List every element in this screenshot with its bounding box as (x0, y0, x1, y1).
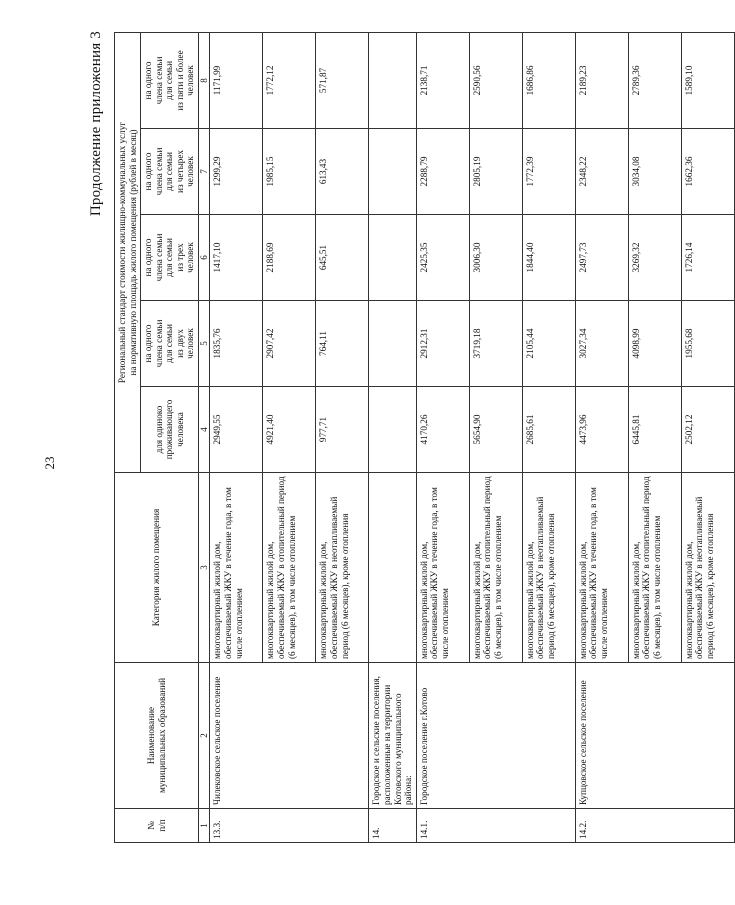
cost-value: 4098,99 (628, 301, 681, 387)
table-row (369, 32, 416, 842)
column-index: 7 (199, 129, 210, 215)
column-index: 4 (199, 387, 210, 473)
header-col-4: для одиноко проживающего человека (141, 387, 199, 473)
cost-value: 2138,71 (416, 32, 469, 128)
table-row (316, 32, 369, 842)
table-row (416, 32, 469, 842)
housing-category: многоквартирный жилой дом, обеспечиваемый ЖКУ в отопительный период (6 месяцев), в том числе отоплением (628, 473, 681, 663)
header-col-5: на одного члена семьи для семьи из двух человек (141, 301, 199, 387)
housing-category: многоквартирный жилой дом, обеспечиваемый ЖКУ в неотапливаемый период (6 месяцев), кроме отопления (681, 473, 734, 663)
cost-value: 2348,22 (575, 129, 628, 215)
municipality-name (316, 663, 369, 809)
cost-value: 4170,26 (416, 387, 469, 473)
cost-value: 977,71 (316, 387, 369, 473)
cost-value: 571,87 (316, 32, 369, 128)
cost-value (369, 387, 416, 473)
cost-value: 645,51 (316, 215, 369, 301)
cost-value: 1417,10 (210, 215, 263, 301)
cost-value: 1985,15 (263, 129, 316, 215)
cost-value: 5654,90 (469, 387, 522, 473)
cost-value: 2288,79 (416, 129, 469, 215)
cost-value (369, 215, 416, 301)
row-number (263, 809, 316, 843)
page-number: 23 (42, 456, 57, 470)
cost-value: 1772,39 (522, 129, 575, 215)
cost-value (369, 32, 416, 128)
cost-value: 2685,61 (522, 387, 575, 473)
header-category: Категория жилого помещения (115, 473, 199, 663)
municipality-name (263, 663, 316, 809)
cost-value: 1299,29 (210, 129, 263, 215)
cost-value: 1772,12 (263, 32, 316, 128)
rotated-sheet (78, 5, 715, 865)
row-number (522, 809, 575, 843)
municipality-name (522, 663, 575, 809)
municipality-name (628, 663, 681, 809)
housing-category: многоквартирный жилой дом, обеспечиваемый ЖКУ в отопительный период (6 месяцев), в том числе отоплением (469, 473, 522, 663)
municipality-name: Купцовское сельское поселение (575, 663, 628, 809)
cost-value: 4921,40 (263, 387, 316, 473)
column-index: 1 (199, 809, 210, 843)
cost-value: 2189,23 (575, 32, 628, 128)
header-col-8: на одного члена семьи для семьи из пяти и более человек (141, 32, 199, 128)
cost-value: 2805,19 (469, 129, 522, 215)
municipality-name: Городское и сельские поселения, расположенные на территории Котовского муниципального района: (369, 663, 416, 809)
table-row (522, 32, 575, 842)
column-index: 2 (199, 663, 210, 809)
cost-value: 2502,12 (681, 387, 734, 473)
cost-value: 1171,99 (210, 32, 263, 128)
table-body (210, 32, 734, 842)
cost-value: 613,43 (316, 129, 369, 215)
row-number (681, 809, 734, 843)
housing-category: многоквартирный жилой дом, обеспечиваемый ЖКУ в течение года, в том числе отоплением (210, 473, 263, 663)
row-number (316, 809, 369, 843)
cost-value: 3027,34 (575, 301, 628, 387)
cost-value: 1844,40 (522, 215, 575, 301)
cost-value (369, 129, 416, 215)
cost-value: 2188,69 (263, 215, 316, 301)
municipality-name: Чилековское сельское поселение (210, 663, 263, 809)
table-row (263, 32, 316, 842)
column-index: 6 (199, 215, 210, 301)
cost-value: 1662,36 (681, 129, 734, 215)
cost-value: 3719,18 (469, 301, 522, 387)
housing-category: многоквартирный жилой дом, обеспечиваемый ЖКУ в течение года, в том числе отоплением (575, 473, 628, 663)
cost-value: 3006,30 (469, 215, 522, 301)
cost-value: 2425,35 (416, 215, 469, 301)
cost-value: 1589,10 (681, 32, 734, 128)
header-no: № п/п (115, 809, 199, 843)
housing-category (369, 473, 416, 663)
row-number: 13.3. (210, 809, 263, 843)
row-number: 14. (369, 809, 416, 843)
cost-value: 2590,56 (469, 32, 522, 128)
appendix-subtitle: Продолжение приложения 3 (88, 31, 104, 217)
row-number: 14.2. (575, 809, 628, 843)
column-index: 5 (199, 301, 210, 387)
cost-value: 764,11 (316, 301, 369, 387)
header-col-7: на одного члена семьи для семьи из четырех человек (141, 129, 199, 215)
cost-value: 6445,81 (628, 387, 681, 473)
cost-value: 3034,08 (628, 129, 681, 215)
cost-value (369, 301, 416, 387)
header-standard: Региональный стандарт стоимости жилищно-коммунальных услуг на нормативную площадь жилого помещения (рублей в месяц) (115, 32, 141, 472)
housing-cost-table (114, 32, 735, 843)
housing-category: многоквартирный жилой дом, обеспечиваемый ЖКУ в неотапливаемый период (6 месяцев), кроме отопления (522, 473, 575, 663)
table-row (210, 32, 263, 842)
table-row (681, 32, 734, 842)
cost-value: 2789,36 (628, 32, 681, 128)
header-col-6: на одного члена семьи для семьи из трех человек (141, 215, 199, 301)
row-number: 14.1. (416, 809, 469, 843)
table-row (469, 32, 522, 842)
cost-value: 2105,44 (522, 301, 575, 387)
cost-value: 1835,76 (210, 301, 263, 387)
header-name: Наименование муниципальных образований (115, 663, 199, 809)
column-index-row (199, 32, 210, 842)
row-number (469, 809, 522, 843)
cost-value: 2497,73 (575, 215, 628, 301)
cost-value: 2949,55 (210, 387, 263, 473)
cost-value: 1726,14 (681, 215, 734, 301)
municipality-name: Городское поселение г.Котово (416, 663, 469, 809)
cost-value: 1686,86 (522, 32, 575, 128)
housing-category: многоквартирный жилой дом, обеспечиваемый ЖКУ в течение года, в том числе отоплением (416, 473, 469, 663)
cost-value: 3269,32 (628, 215, 681, 301)
municipality-name (469, 663, 522, 809)
cost-value: 2907,42 (263, 301, 316, 387)
cost-value: 2912,31 (416, 301, 469, 387)
cost-value: 1955,68 (681, 301, 734, 387)
row-number (628, 809, 681, 843)
column-index: 8 (199, 32, 210, 128)
column-index: 3 (199, 473, 210, 663)
housing-category: многоквартирный жилой дом, обеспечиваемый ЖКУ в неотапливаемый период (6 месяцев), кроме отопления (316, 473, 369, 663)
cost-value: 4473,96 (575, 387, 628, 473)
table-row (575, 32, 628, 842)
table-row (628, 32, 681, 842)
housing-category: многоквартирный жилой дом, обеспечиваемый ЖКУ в отопительный период (6 месяцев), в том числе отоплением (263, 473, 316, 663)
municipality-name (681, 663, 734, 809)
